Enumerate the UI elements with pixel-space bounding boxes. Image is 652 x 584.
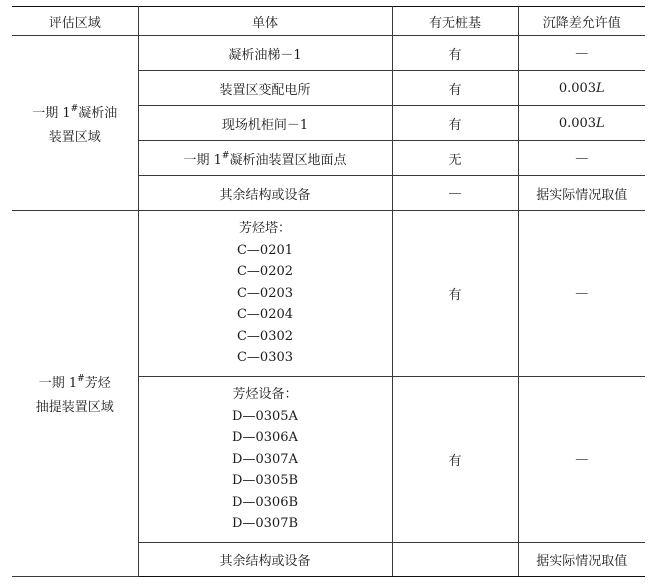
allowance-cell: — bbox=[518, 377, 645, 543]
region-2-line2: 抽提装置区域 bbox=[35, 400, 114, 415]
list-item: D—0307A bbox=[232, 451, 298, 467]
region-cell-1 bbox=[12, 36, 138, 211]
pile-cell: 有 bbox=[392, 377, 518, 543]
pile-cell: — bbox=[392, 176, 518, 211]
list-item: C—0203 bbox=[236, 285, 294, 301]
allowance-cell: 0.003L bbox=[518, 106, 645, 141]
unit-cell-towers bbox=[138, 211, 392, 377]
list-item: D—0306A bbox=[232, 430, 298, 446]
pile-cell: 有 bbox=[392, 71, 518, 106]
unit-cell: 装置区变配电所 bbox=[138, 71, 392, 106]
table-row bbox=[12, 36, 645, 71]
unit-cell: 凝析油梯－1 bbox=[138, 36, 392, 71]
pile-cell: 有 bbox=[392, 211, 518, 377]
pile-cell: 有 bbox=[392, 36, 518, 71]
list-item: C—0201 bbox=[236, 242, 294, 258]
equipment-title: 芳烃设备： bbox=[232, 387, 298, 403]
pile-cell: 无 bbox=[392, 141, 518, 176]
header-allowance: 沉降差允许值 bbox=[518, 7, 645, 36]
towers-title: 芳烃塔： bbox=[238, 221, 291, 237]
header-row bbox=[12, 7, 645, 36]
header-region: 评估区域 bbox=[12, 7, 138, 36]
settlement-table bbox=[12, 6, 645, 577]
allowance-cell: — bbox=[518, 211, 645, 377]
unit-cell: 其余结构或设备 bbox=[138, 176, 392, 211]
list-item: C—0202 bbox=[236, 264, 294, 280]
allowance-cell: 0.003L bbox=[518, 71, 645, 106]
list-item: D—0305A bbox=[232, 408, 298, 424]
allowance-cell: 据实际情况取值 bbox=[518, 543, 645, 577]
pile-cell bbox=[392, 543, 518, 577]
region-2-line1: 一期 1#芳烃 bbox=[38, 374, 111, 391]
region-cell-2 bbox=[12, 211, 138, 577]
allowance-cell: — bbox=[518, 141, 645, 176]
list-item: C—0204 bbox=[236, 307, 294, 323]
table-row bbox=[12, 211, 645, 377]
header-unit: 单体 bbox=[138, 7, 392, 36]
list-item: D—0306B bbox=[231, 494, 299, 510]
pile-cell: 有 bbox=[392, 106, 518, 141]
unit-cell: 一期 1#凝析油装置区地面点 bbox=[138, 141, 392, 176]
list-item: C—0303 bbox=[236, 350, 294, 366]
region-1-line1: 一期 1#凝析油 bbox=[32, 103, 118, 121]
header-pile: 有无桩基 bbox=[392, 7, 518, 36]
list-item: C—0302 bbox=[236, 328, 294, 344]
unit-cell: 现场机柜间－1 bbox=[138, 106, 392, 141]
allowance-cell: — bbox=[518, 36, 645, 71]
unit-cell-equipment bbox=[138, 377, 392, 543]
list-item: D—0307B bbox=[231, 516, 299, 532]
region-1-line2: 装置区域 bbox=[48, 129, 101, 145]
list-item: D—0305B bbox=[231, 473, 299, 489]
unit-cell: 其余结构或设备 bbox=[138, 543, 392, 577]
allowance-cell: 据实际情况取值 bbox=[518, 176, 645, 211]
